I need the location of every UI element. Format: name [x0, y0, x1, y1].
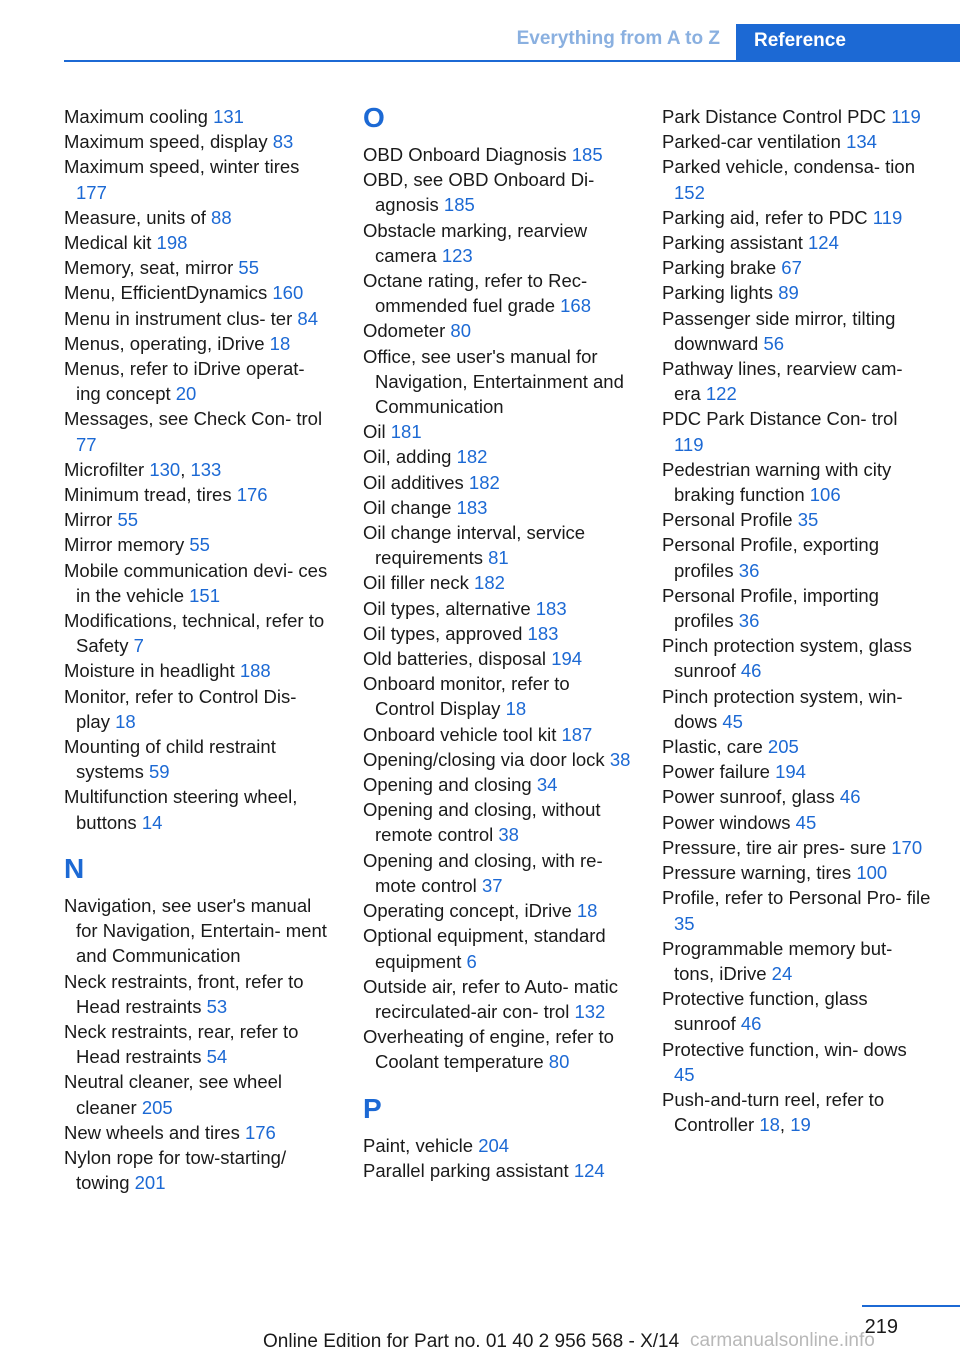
page-link[interactable]: 133 — [190, 458, 222, 480]
page-number: 219 — [864, 1316, 898, 1338]
index-entry-text: Pressure warning, tires — [662, 862, 857, 884]
index-entry — [662, 684, 932, 734]
index-entry-text: Nylon rope for tow-starting/ towing — [64, 1146, 287, 1194]
index-entry-text: Opening and closing, with re‑ mote control — [363, 849, 603, 896]
page-link[interactable]: 198 — [156, 232, 188, 254]
index-entry — [662, 255, 932, 280]
index-entry — [662, 860, 932, 885]
index-entry — [363, 621, 633, 646]
page-link[interactable]: 204 — [478, 1134, 510, 1156]
index-entry — [662, 356, 932, 406]
index-entry — [662, 532, 932, 582]
index-entry — [363, 596, 633, 621]
page-link[interactable]: 35 — [674, 912, 695, 934]
index-entry — [64, 1069, 334, 1119]
page-link[interactable]: 119 — [872, 206, 903, 228]
page-link[interactable]: 182 — [474, 572, 505, 594]
index-entry — [64, 784, 334, 834]
index-entry — [363, 848, 633, 898]
page-link[interactable]: 181 — [390, 421, 422, 443]
index-entry-text: Office, see user's manual for Navigation, Entertainment and Communication — [363, 345, 624, 418]
index-entry — [662, 1087, 932, 1137]
page-link[interactable]: 131 — [213, 106, 244, 127]
page-link[interactable]: 185 — [443, 194, 475, 216]
index-entry — [363, 722, 633, 747]
page-link[interactable]: 18 — [505, 698, 527, 720]
page-separator: , — [180, 458, 191, 480]
index-entry-text: Outside air, refer to Auto‑ matic recirculated-air con‑ trol — [363, 975, 618, 1022]
index-entry — [662, 810, 932, 835]
page-link[interactable]: 132 — [574, 1000, 606, 1022]
page-link[interactable]: 36 — [738, 559, 760, 581]
page-link[interactable]: 194 — [775, 761, 806, 783]
index-entry — [363, 570, 633, 595]
index-entry-text: Programmable memory but‑ tons, iDrive — [662, 937, 893, 984]
page-link[interactable]: 36 — [738, 610, 760, 632]
index-column-1 — [64, 104, 334, 1195]
index-entry — [64, 457, 334, 482]
index-entry — [64, 482, 334, 507]
index-entry — [64, 129, 334, 154]
page-link[interactable]: 80 — [450, 320, 471, 342]
page-link[interactable]: 24 — [771, 962, 793, 984]
page-link[interactable]: 46 — [839, 786, 861, 808]
page-link[interactable]: 53 — [206, 995, 228, 1017]
index-entry — [64, 684, 334, 734]
index-entry — [64, 734, 334, 784]
index-entry — [363, 1024, 633, 1074]
index-entry — [363, 747, 633, 772]
index-entry-text: Maximum speed, display — [64, 131, 273, 153]
page-link[interactable]: 18 — [576, 900, 598, 922]
page-link[interactable]: 119 — [891, 106, 921, 127]
index-entry — [363, 344, 633, 420]
index-entry-text: Personal Profile, importing profiles — [662, 584, 879, 632]
page-link[interactable]: 80 — [548, 1051, 570, 1073]
index-entry-text: Push-and-turn reel, refer to Controller — [662, 1088, 885, 1136]
page-link[interactable]: 168 — [560, 295, 591, 317]
page-link[interactable]: 55 — [238, 257, 259, 279]
index-entry-text: Monitor, refer to Control Dis‑ play — [64, 685, 297, 732]
section-title: Everything from A to Z — [516, 28, 720, 49]
index-column-2 — [363, 104, 633, 1183]
index-entry — [64, 1019, 334, 1069]
index-entry-text: Neutral cleaner, see wheel cleaner — [64, 1071, 283, 1118]
index-entry-text: Oil filler neck — [363, 572, 475, 594]
page-link[interactable]: 119 — [674, 433, 704, 455]
header-rule — [64, 60, 960, 62]
page-link[interactable]: 37 — [481, 874, 503, 896]
index-entry — [662, 986, 932, 1036]
index-entry — [64, 507, 334, 532]
page-link[interactable]: 35 — [797, 509, 819, 531]
index-entry-text: Parked vehicle, condensa‑ tion — [662, 156, 915, 178]
index-entry — [662, 1037, 932, 1087]
index-entry — [662, 583, 932, 633]
page-link[interactable]: 45 — [674, 1063, 695, 1085]
index-entry-text: Octane rating, refer to Rec‑ ommended fuel grade — [363, 270, 588, 317]
index-entry — [363, 470, 633, 495]
index-entry — [662, 457, 932, 507]
index-entry — [64, 969, 334, 1019]
edition-note: Online Edition for Part no. 01 40 2 956 568 - X/14 — [263, 1331, 680, 1352]
index-entry — [363, 1158, 633, 1183]
index-entry-text: Parked-car ventilation — [662, 131, 847, 153]
index-entry-text: Operating concept, iDrive — [363, 900, 577, 922]
index-entry-text: Oil types, approved — [363, 622, 528, 644]
index-entry — [64, 306, 334, 331]
page-link[interactable]: 183 — [456, 496, 488, 518]
index-entry-text: Memory, seat, mirror — [64, 257, 239, 279]
index-entry — [662, 406, 932, 456]
index-entry — [363, 318, 633, 343]
index-entry-text: Power sunroof, glass — [662, 786, 840, 808]
index-entry — [363, 772, 633, 797]
index-entry — [363, 671, 633, 721]
page-link[interactable]: 176 — [244, 1121, 276, 1143]
index-letter-heading: N — [64, 852, 85, 884]
page-link[interactable]: 45 — [722, 710, 743, 732]
index-entry-text: Maximum speed, winter tires — [64, 156, 300, 178]
index-entry — [662, 633, 932, 683]
page-link[interactable]: 54 — [206, 1046, 228, 1068]
index-entry-text: OBD, see OBD Onboard Di‑ agnosis — [363, 169, 595, 216]
page-link[interactable]: 205 — [767, 736, 799, 758]
index-entry-text: Mirror memory — [64, 534, 190, 556]
index-entry — [64, 532, 334, 557]
page-link[interactable]: 19 — [790, 1114, 811, 1136]
page-link[interactable]: 77 — [76, 433, 97, 455]
index-entry-text: Menu in instrument clus‑ ter — [64, 307, 298, 329]
index-entry-text: Parking lights — [662, 282, 779, 304]
page-link[interactable]: 88 — [211, 206, 232, 228]
index-entry — [64, 558, 334, 608]
index-entry-text: Overheating of engine, refer to Coolant temperature — [363, 1026, 614, 1073]
index-entry — [363, 974, 633, 1024]
index-entry — [662, 759, 932, 784]
index-entry-text: Oil — [363, 421, 391, 443]
page-link[interactable]: 106 — [809, 484, 841, 506]
index-entry — [64, 255, 334, 280]
page-link[interactable]: 46 — [740, 660, 762, 682]
index-entry-text: Messages, see Check Con‑ trol — [64, 408, 323, 430]
page-link[interactable]: 18 — [759, 1114, 780, 1136]
index-entry-text: Parking aid, refer to PDC — [662, 206, 873, 228]
page-link[interactable]: 18 — [115, 710, 136, 732]
page-link[interactable]: 130 — [149, 458, 181, 480]
index-entry — [363, 167, 633, 217]
page-link[interactable]: 6 — [466, 950, 477, 972]
page-link[interactable]: 55 — [117, 509, 139, 531]
index-entry — [662, 104, 932, 129]
index-entry — [64, 280, 334, 305]
index-entry-text: Power windows — [662, 811, 796, 833]
page-link[interactable]: 56 — [763, 332, 785, 354]
index-entry-text: Medical kit — [64, 232, 157, 254]
page-link[interactable]: 134 — [846, 131, 877, 153]
index-entry-text: Park Distance Control PDC — [662, 106, 892, 127]
page-link[interactable]: 124 — [808, 232, 839, 254]
index-entry — [363, 520, 633, 570]
page-separator: , — [779, 1114, 791, 1136]
index-entry-text: Oil types, alternative — [363, 597, 536, 619]
index-entry — [363, 142, 633, 167]
page-link[interactable]: 59 — [148, 761, 170, 783]
page-link[interactable]: 38 — [609, 748, 631, 770]
index-entry — [662, 306, 932, 356]
index-entry — [64, 154, 334, 204]
index-entry-text: Maximum cooling — [64, 106, 214, 127]
page-link[interactable]: 170 — [891, 836, 923, 858]
index-entry — [662, 734, 932, 759]
page-link[interactable]: 205 — [141, 1096, 173, 1118]
index-entry — [662, 230, 932, 255]
page-link[interactable]: 18 — [269, 332, 291, 354]
page-link[interactable]: 151 — [189, 584, 220, 606]
index-entry-text: Protective function, glass sunroof — [662, 988, 868, 1035]
page-link[interactable]: 124 — [573, 1159, 605, 1181]
index-entry-text: Protective function, win‑ dows — [662, 1038, 907, 1060]
page-link[interactable]: 20 — [175, 383, 197, 405]
index-entry-text: Pressure, tire air pres‑ sure — [662, 836, 892, 858]
index-entry-text: Pedestrian warning with city braking function — [662, 458, 892, 506]
index-letter-heading: P — [363, 1092, 382, 1124]
index-entry — [363, 495, 633, 520]
page-link[interactable]: 45 — [795, 811, 817, 833]
index-entry-text: Oil change interval, service requirements — [363, 522, 586, 569]
index-entry-text: Parking brake — [662, 257, 782, 279]
watermark: carmanualsonline.info — [690, 1330, 875, 1351]
index-entry — [662, 154, 932, 204]
page-link[interactable]: 46 — [740, 1013, 762, 1035]
index-entry-text: Personal Profile, exporting profiles — [662, 534, 879, 581]
index-entry-text: New wheels and tires — [64, 1121, 245, 1143]
index-entry-text: Oil change — [363, 496, 457, 518]
index-entry-text: Parallel parking assistant — [363, 1159, 574, 1181]
index-entry — [64, 658, 334, 683]
index-entry — [363, 268, 633, 318]
index-entry — [363, 1133, 633, 1158]
index-entry-text: Modifications, technical, refer to Safety — [64, 610, 325, 657]
index-entry-text: Opening and closing, without remote control — [363, 799, 601, 846]
page-link[interactable]: 152 — [674, 181, 705, 203]
index-entry-text: Odometer — [363, 320, 451, 342]
index-entry-text: Navigation, see user's manual for Navigation, Entertain‑ ment and Communication — [64, 894, 327, 967]
index-entry — [662, 280, 932, 305]
index-entry — [363, 797, 633, 847]
index-entry — [363, 419, 633, 444]
index-entry — [662, 885, 932, 935]
page-link[interactable]: 81 — [488, 547, 509, 569]
index-entry-text: Opening and closing — [363, 774, 537, 796]
page-link[interactable]: 123 — [441, 244, 473, 266]
index-entry — [64, 230, 334, 255]
page-link[interactable]: 188 — [239, 660, 271, 682]
page-link[interactable]: 160 — [272, 282, 304, 304]
index-entry-text: Mirror — [64, 509, 118, 531]
index-entry-text: Old batteries, disposal — [363, 648, 552, 670]
index-entry-text: Obstacle marking, rearview camera — [363, 219, 588, 266]
index-entry-text: Pinch protection system, glass sunroof — [662, 635, 912, 682]
index-entry — [64, 1145, 334, 1195]
index-entry-text: Onboard vehicle tool kit — [363, 723, 562, 745]
index-entry-text: Moisture in headlight — [64, 660, 240, 682]
index-entry — [363, 646, 633, 671]
index-entry-text: Parking assistant — [662, 232, 809, 254]
page-link[interactable]: 201 — [134, 1172, 166, 1194]
page-link[interactable]: 34 — [536, 774, 558, 796]
index-entry-text: Oil, adding — [363, 446, 457, 468]
index-entry — [363, 444, 633, 469]
page-link[interactable]: 7 — [133, 635, 144, 657]
index-entry-text: Menu, EfficientDynamics — [64, 282, 273, 304]
page-link[interactable]: 182 — [468, 471, 500, 493]
index-entry-text: Neck restraints, rear, refer to Head restraints — [64, 1020, 299, 1068]
index-entry — [662, 129, 932, 154]
index-entry-text: Paint, vehicle — [363, 1134, 479, 1156]
index-entry — [363, 923, 633, 973]
index-entry — [662, 507, 932, 532]
index-entry — [64, 1120, 334, 1145]
index-entry-text: Pathway lines, rearview cam‑ era — [662, 358, 903, 405]
page-link[interactable]: 89 — [778, 282, 799, 304]
index-entry-text: PDC Park Distance Con‑ trol — [662, 408, 898, 430]
index-entry-text: Neck restraints, front, refer to Head restraints — [64, 970, 304, 1017]
reference-tab[interactable]: Reference — [736, 24, 960, 62]
index-entry — [363, 218, 633, 268]
page-link[interactable]: 122 — [705, 383, 737, 405]
index-entry-text: OBD Onboard Diagnosis — [363, 144, 572, 165]
page-link[interactable]: 185 — [571, 144, 603, 165]
index-entry — [64, 331, 334, 356]
page-link[interactable]: 183 — [535, 597, 567, 619]
index-entry — [64, 406, 334, 456]
index-entry-text: Opening/closing via door lock — [363, 748, 610, 770]
index-entry — [662, 835, 932, 860]
index-entry-text: Measure, units of — [64, 206, 212, 228]
page-link[interactable]: 176 — [236, 484, 268, 506]
index-entry-text: Menus, operating, iDrive — [64, 332, 270, 354]
index-entry-text: Personal Profile — [662, 509, 798, 531]
index-entry — [363, 898, 633, 923]
index-entry-text: Passenger side mirror, tilting downward — [662, 307, 896, 354]
footer-rule — [862, 1305, 960, 1307]
index-entry — [662, 936, 932, 986]
page-link[interactable]: 182 — [456, 446, 488, 468]
page-header — [0, 24, 960, 62]
page-link[interactable]: 100 — [856, 862, 888, 884]
index-entry — [64, 356, 334, 406]
index-entry — [64, 893, 334, 969]
page-link[interactable]: 14 — [141, 811, 163, 833]
page-link[interactable]: 55 — [189, 534, 210, 556]
index-entry-text: Menus, refer to iDrive operat‑ ing concept — [64, 358, 305, 405]
index-entry-text: Mobile communication devi‑ ces in the vehicle — [64, 559, 328, 606]
index-entry-text: Minimum tread, tires — [64, 484, 237, 506]
index-entry-text: Optional equipment, standard equipment — [363, 925, 606, 972]
page-link[interactable]: 183 — [527, 622, 559, 644]
index-letter-heading: O — [363, 102, 385, 133]
page-link[interactable]: 84 — [297, 307, 318, 329]
index-entry-text: Power failure — [662, 761, 776, 783]
index-entry — [64, 205, 334, 230]
index-entry-text: Oil additives — [363, 471, 469, 493]
index-entry-text: Plastic, care — [662, 736, 768, 758]
index-column-3 — [662, 104, 932, 1137]
page-link[interactable]: 177 — [76, 181, 107, 203]
index-entry-text: Microfilter — [64, 458, 150, 480]
index-entry-text: Onboard monitor, refer to Control Display — [363, 673, 570, 720]
index-entry-text: Pinch protection system, win‑ dows — [662, 685, 903, 732]
index-entry — [662, 784, 932, 809]
index-entry — [64, 608, 334, 658]
index-entry-text: Profile, refer to Personal Pro‑ file — [662, 887, 931, 909]
page-link[interactable]: 194 — [551, 648, 583, 670]
page-link[interactable]: 67 — [781, 257, 802, 279]
index-entry — [662, 205, 932, 230]
page-link[interactable]: 38 — [498, 824, 519, 846]
index-entry-text: Mounting of child restraint systems — [64, 736, 276, 783]
page-link[interactable]: 187 — [561, 723, 593, 745]
index-entry-text: Multifunction steering wheel, buttons — [64, 786, 298, 833]
index-entry — [64, 104, 334, 129]
page-link[interactable]: 83 — [272, 131, 294, 153]
